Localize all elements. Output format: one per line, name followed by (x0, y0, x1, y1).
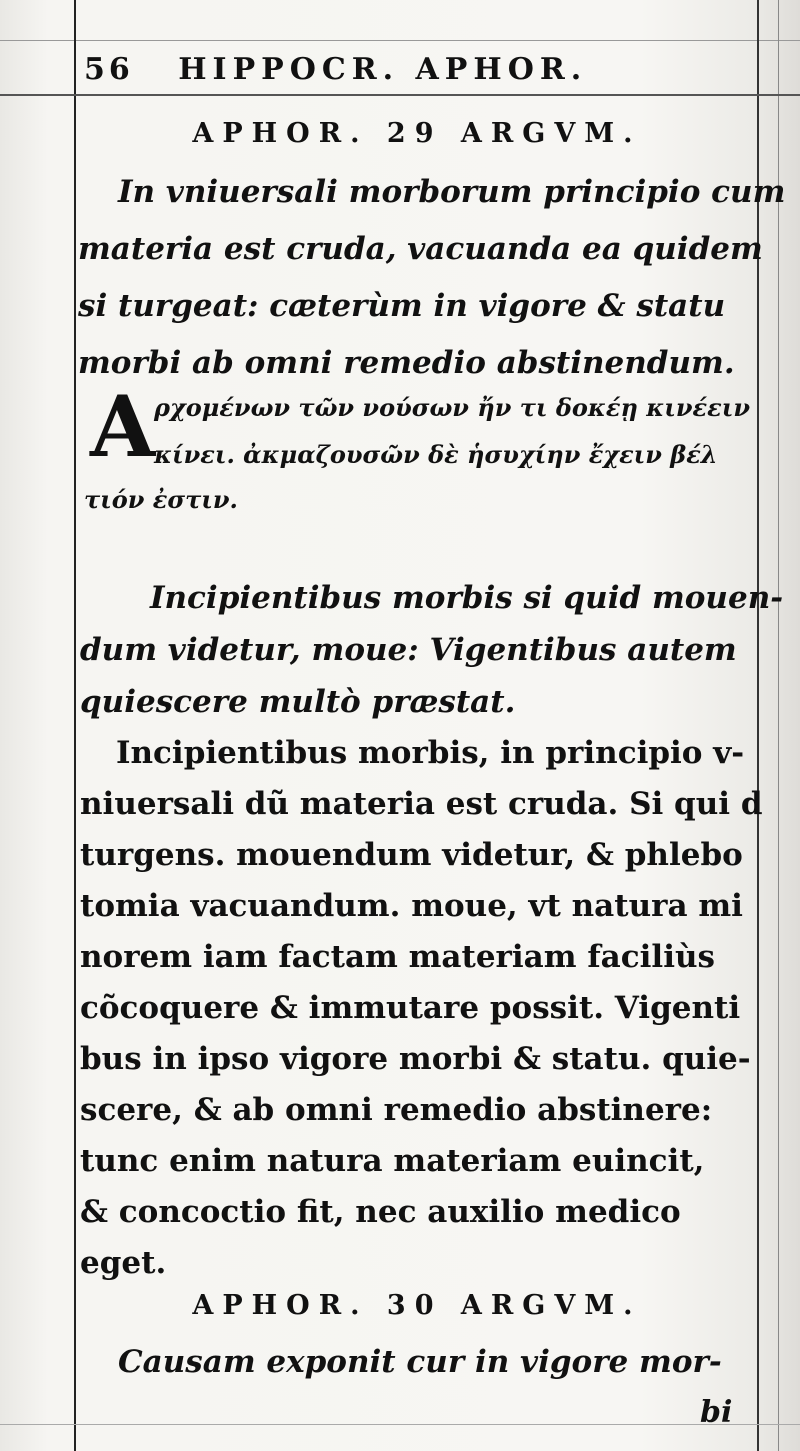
commentary-line: eget. (80, 1245, 167, 1281)
greek-line: κίνει. ἀκμαζουσῶν δὲ ἡσυχίην ἔχειν βέλ (154, 440, 718, 469)
commentary-line: turgens. mouendum videtur, & phlebo (80, 837, 743, 873)
argument-29-text (78, 164, 786, 392)
page-number: 56 (84, 52, 134, 87)
translation-line: Incipientibus morbis si quid mouen- (150, 580, 784, 616)
commentary-line: Incipientibus morbis, in principio v- (116, 735, 745, 771)
running-title: HIPPOCR. APHOR. (178, 52, 588, 87)
commentary-line: niuersali dũ materia est cruda. Si qui d (80, 786, 763, 822)
greek-text (82, 377, 752, 525)
greek-line: ρχομένων τῶν νούσων ἤν τι δοκέῃ κινέειν (154, 393, 750, 422)
translation-line: quiescere multò præstat. (80, 684, 516, 720)
commentary-line: & concoctio fit, nec auxilio medico (80, 1194, 681, 1230)
commentary-line: cõcoquere & immutare possit. Vigenti (80, 990, 741, 1026)
commentary-text (80, 728, 763, 1289)
page-top-edge (0, 40, 800, 41)
argument-line: In vniuersali morborum principio cum (118, 174, 786, 210)
argument-line: materia est cruda, vacuanda ea quidem (78, 231, 763, 267)
greek-initial: A (90, 377, 156, 476)
aphorism-30-heading: APHOR. 30 ARGVM. (192, 1290, 642, 1321)
aphorism-29-heading: APHOR. 29 ARGVM. (192, 118, 642, 149)
commentary-line: tomia vacuandum. moue, vt natura mi (80, 888, 743, 924)
greek-line: τιόν ἐστιν. (84, 485, 238, 514)
commentary-line: norem iam factam materiam faciliùs (80, 939, 715, 975)
argument-30-text: Causam exponit cur in vigore mor- (118, 1344, 722, 1380)
left-margin-rule (74, 0, 76, 1451)
running-head (84, 52, 744, 92)
translation-line: dum videtur, moue: Vigentibus autem (80, 632, 737, 668)
commentary-line: scere, & ab omni remedio abstinere: (80, 1092, 713, 1128)
commentary-line: tunc enim natura materiam euincit, (80, 1143, 705, 1179)
latin-translation (80, 572, 784, 728)
header-rule (0, 94, 800, 96)
commentary-line: bus in ipso vigore morbi & statu. quie- (80, 1041, 751, 1077)
catchword: bi (700, 1395, 733, 1430)
argument-line: morbi ab omni remedio abstinendum. (78, 345, 735, 381)
footer-edge (0, 1424, 800, 1425)
argument-line: si turgeat: cæterùm in vigore & statu (78, 288, 726, 324)
